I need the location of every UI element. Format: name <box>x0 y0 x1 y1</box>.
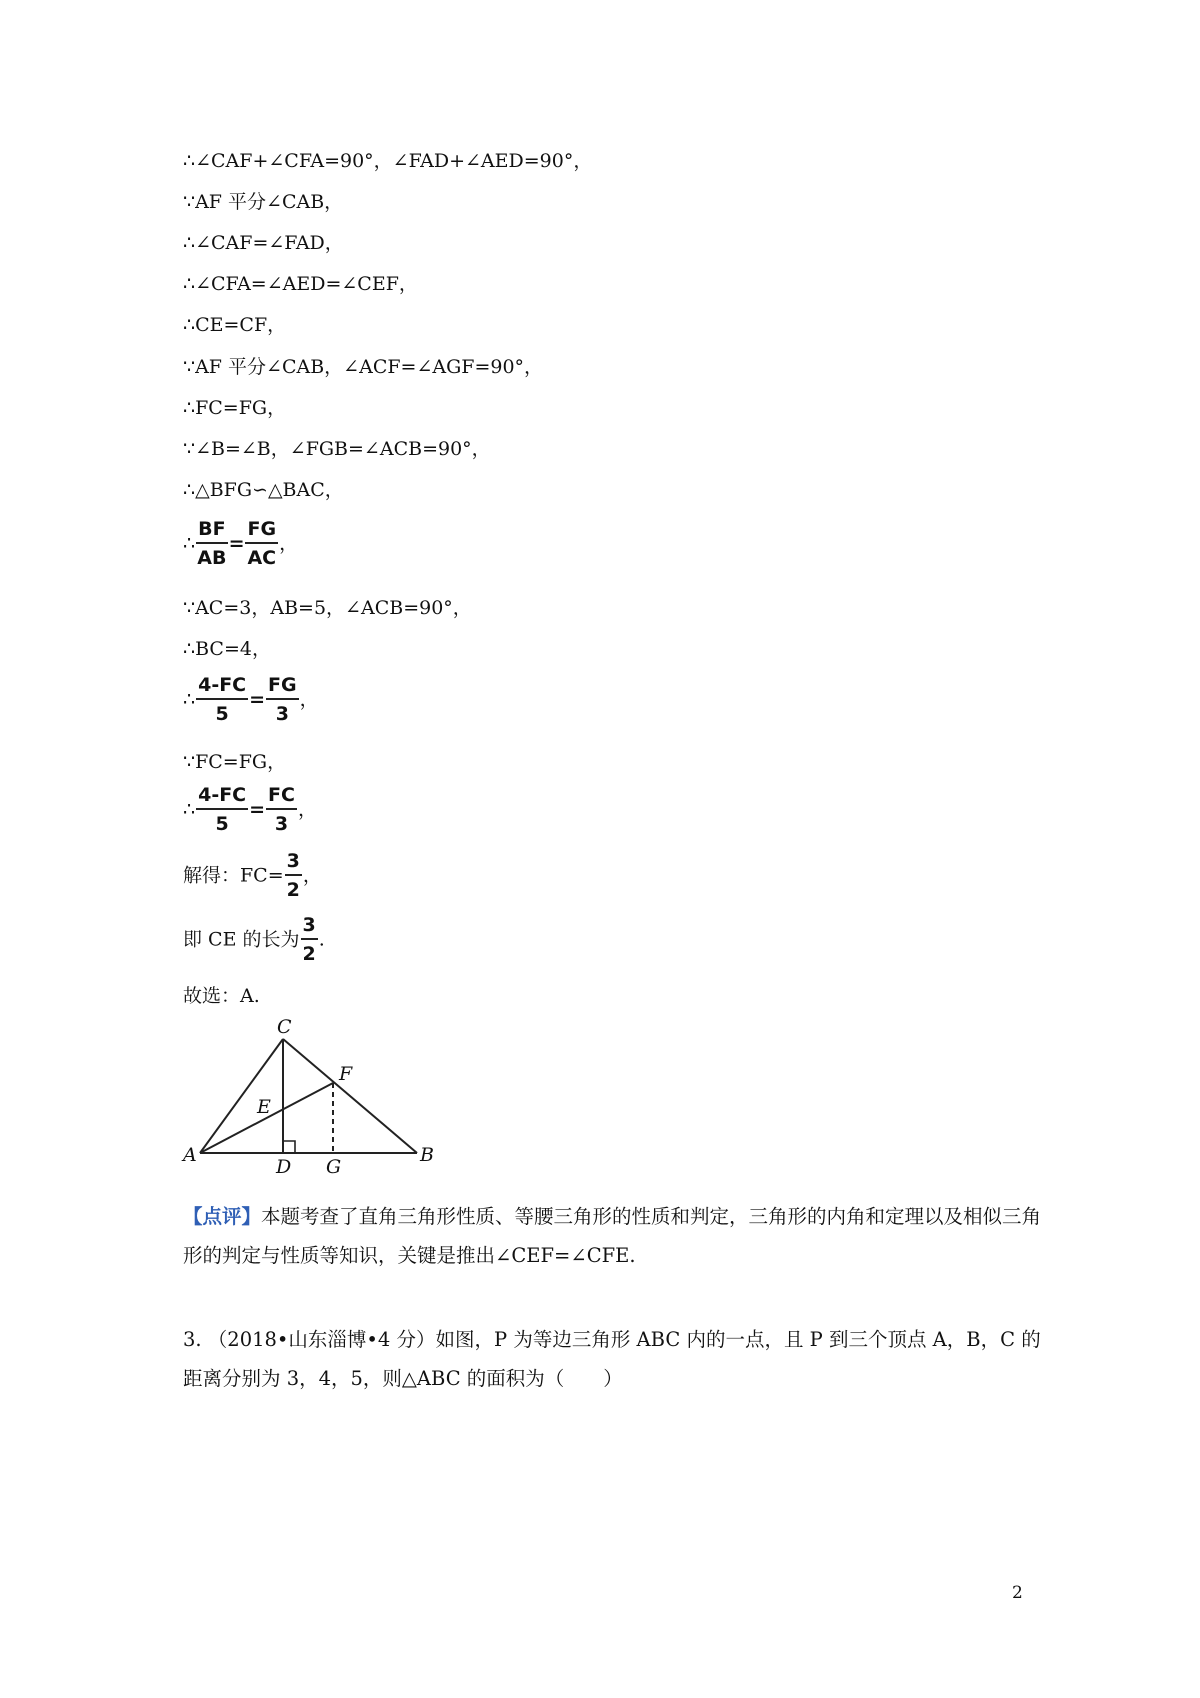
solution-line-3: ∴∠CAF=∠FAD， <box>183 232 344 254</box>
denominator: 3 <box>274 813 289 835</box>
comment-paragraph <box>183 1197 1043 1275</box>
answer-length-line <box>183 914 325 965</box>
solution-line-12: ∴BC=4， <box>183 638 271 660</box>
fraction-suffix: ， <box>297 798 317 821</box>
page-number: 2 <box>1012 1583 1023 1603</box>
segment-af <box>200 1083 333 1153</box>
numerator: BF <box>196 518 227 544</box>
solution-line-5: ∴CE=CF， <box>183 314 287 336</box>
solve-fraction <box>285 850 302 901</box>
label-b: B <box>420 1144 434 1166</box>
solve-suffix: ， <box>302 864 322 887</box>
numerator: 3 <box>301 914 318 940</box>
numerator: 4-FC <box>196 784 248 810</box>
label-d: D <box>276 1156 292 1175</box>
denominator: 3 <box>275 703 289 725</box>
fraction-line-3 <box>183 784 317 835</box>
fraction-suffix: ， <box>299 688 319 711</box>
equals-sign: = <box>249 798 266 821</box>
solution-line-1: ∴∠CAF+∠CFA=90°，∠FAD+∠AED=90°， <box>183 150 593 172</box>
fraction-right <box>245 518 278 569</box>
answer-suffix: . <box>318 928 325 951</box>
answer-prefix: 即 CE 的长为 <box>183 928 300 951</box>
comment-tag: 【点评】 <box>183 1205 262 1228</box>
fraction-prefix: ∴ <box>183 798 196 821</box>
denominator: AB <box>197 547 227 569</box>
denominator: 5 <box>215 703 229 725</box>
numerator: FC <box>266 784 297 810</box>
fraction-suffix: ， <box>279 532 299 555</box>
solution-line-6: ∵AF 平分∠CAB，∠ACF=∠AGF=90°， <box>183 356 544 378</box>
solution-line-4: ∴∠CFA=∠AED=∠CEF， <box>183 273 418 295</box>
right-angle-mark <box>283 1141 295 1153</box>
numerator: 3 <box>285 850 302 876</box>
fraction-right <box>266 784 297 835</box>
solution-line-11: ∵AC=3，AB=5，∠ACB=90°， <box>183 597 472 619</box>
fraction-right <box>266 674 299 725</box>
triangle-figure <box>180 1015 440 1175</box>
denominator: 2 <box>286 879 300 901</box>
comment-text: 本题考查了直角三角形性质、等腰三角形的性质和判定，三角形的内角和定理以及相似三角形的判定与性质等知识，关键是推出∠CEF=∠CFE. <box>183 1205 1042 1267</box>
solve-prefix: 解得：FC= <box>183 864 284 887</box>
fraction-left <box>196 518 227 569</box>
equals-sign: = <box>249 688 266 711</box>
solution-line-7: ∴FC=FG， <box>183 397 287 419</box>
solution-line-14: ∵FC=FG， <box>183 751 287 773</box>
fraction-left <box>196 674 248 725</box>
choice-line: 故选：A. <box>183 985 260 1007</box>
label-g: G <box>326 1156 342 1175</box>
denominator: AC <box>247 547 277 569</box>
numerator: 4-FC <box>196 674 248 700</box>
answer-fraction <box>301 914 318 965</box>
equals-sign: = <box>228 532 245 555</box>
fraction-line-1 <box>183 518 298 569</box>
numerator: FG <box>266 674 299 700</box>
segment-cb <box>283 1039 417 1153</box>
question-3: 3. （2018•山东淄博•4 分）如图，P 为等边三角形 ABC 内的一点，且 P 到三个顶点 A，B，C 的距离分别为 3，4，5，则△ABC 的面积为（ ） <box>183 1328 1041 1390</box>
label-a: A <box>183 1144 197 1166</box>
label-c: C <box>277 1016 292 1038</box>
solve-line <box>183 850 322 901</box>
numerator: FG <box>245 518 278 544</box>
label-e: E <box>257 1096 271 1118</box>
denominator: 5 <box>215 813 229 835</box>
fraction-line-2 <box>183 674 319 725</box>
denominator: 2 <box>302 943 316 965</box>
label-f: F <box>339 1063 353 1085</box>
fraction-prefix: ∴ <box>183 532 196 555</box>
solution-line-8: ∵∠B=∠B，∠FGB=∠ACB=90°， <box>183 438 491 460</box>
solution-line-9: ∴△BFG∽△BAC， <box>183 479 344 501</box>
fraction-left <box>196 784 248 835</box>
solution-line-2: ∵AF 平分∠CAB， <box>183 191 344 213</box>
fraction-prefix: ∴ <box>183 688 196 711</box>
